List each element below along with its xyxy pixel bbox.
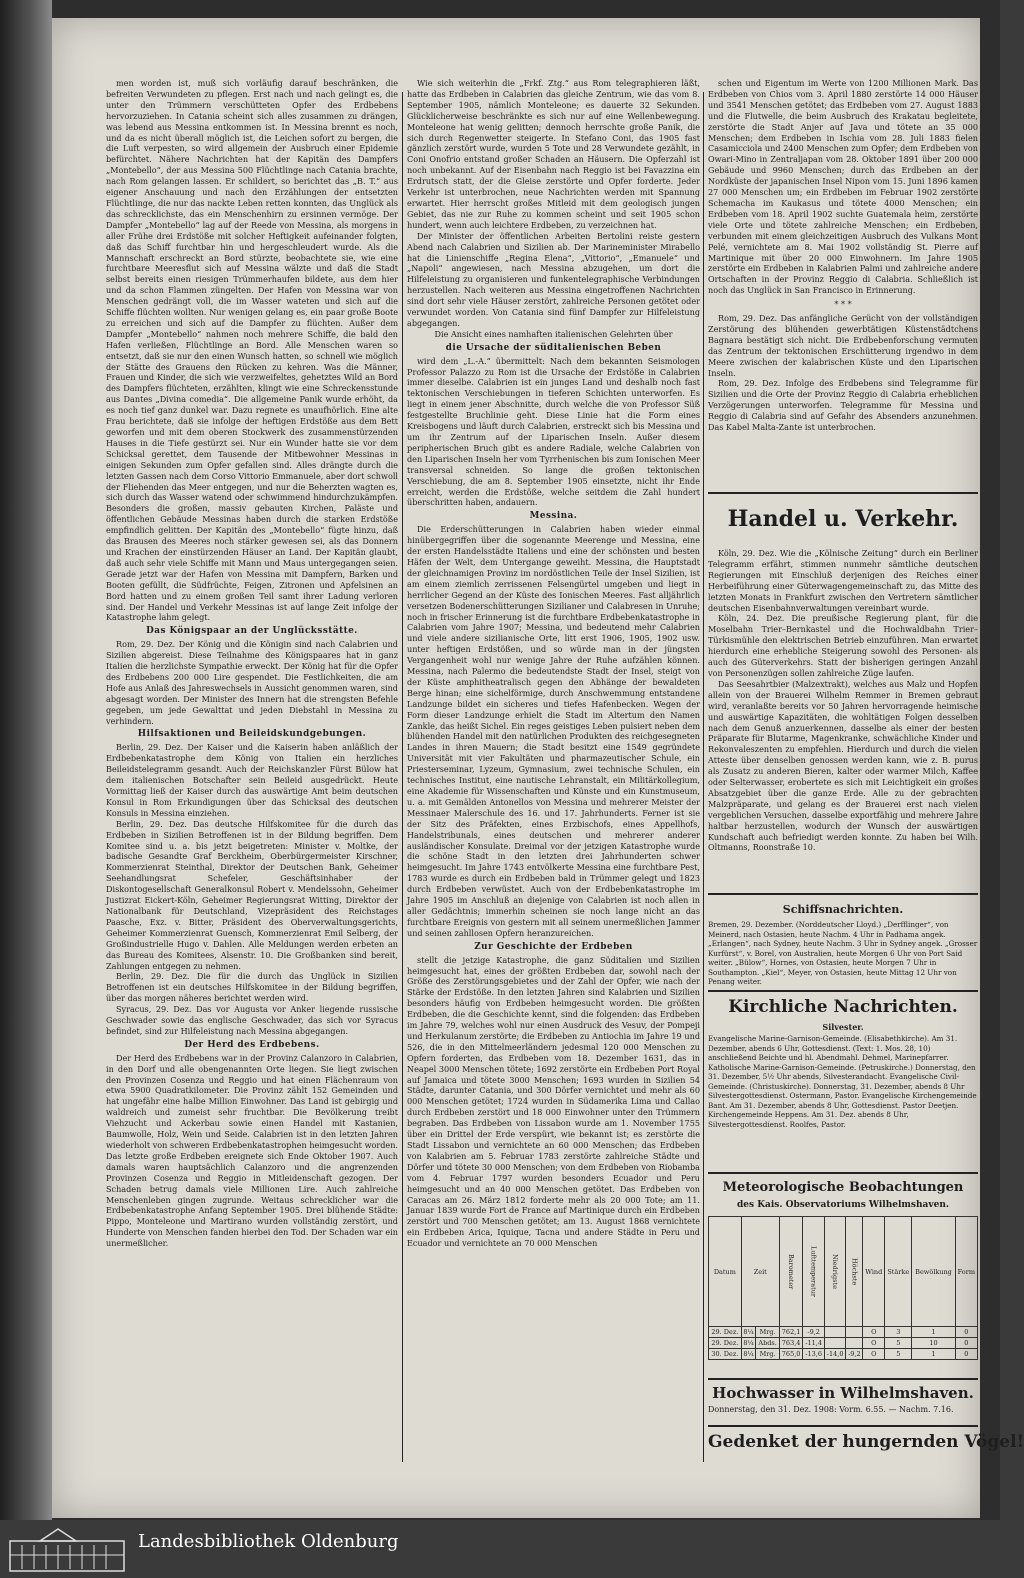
section-rule: [708, 492, 978, 494]
weather-cell: 29. Dez.: [709, 1327, 742, 1338]
paragraph: Köln, 29. Dez. Wie die „Kölnische Zeitung“ durch ein Berliner Telegramm erfährt, stimmen nunmehr sämtliche deutschen Regierungen mit Einschluß derjenigen des Reiches einer Herbeiführung einer Güterwagengemeinschaft zu, das Mitte des letzten Monats in Frankfurt zwischen den Vertretern sämtlicher deutschen Eisenbahnverwaltungen vereinbart wurde.: [708, 548, 978, 613]
weather-cell: [824, 1338, 845, 1349]
weather-cell: -11,4: [803, 1338, 824, 1349]
section-rule: [708, 990, 978, 992]
paragraph: Die Ansicht eines namhaften italienischen Gelehrten über: [434, 328, 673, 339]
column-rule-2: [703, 92, 704, 1462]
section-rule: [708, 1378, 978, 1380]
weather-cell: -14,0: [824, 1349, 845, 1360]
heading-herd: Der Herd des Erdbebens.: [184, 1039, 320, 1050]
trade-title: Handel u. Verkehr.: [727, 506, 959, 532]
column-3-trade: [708, 548, 978, 908]
weather-header-cell: Lufttemperatur: [803, 1217, 824, 1327]
weather-cell: 29. Dez.: [709, 1338, 742, 1349]
ship-title: Schiffsnachrichten.: [782, 903, 904, 916]
weather-cell: [824, 1327, 845, 1338]
paragraph: Die Erderschütterungen in Calabrien haben wieder einmal hinübergegriffen über die sogenannte Meerenge und Messina, eine der ersten Handelsstädte Italiens und eine der schönsten und besten Häfen der Welt, dem Untergange geweiht. Messina, die Hauptstadt der gleichnamigen Provinz im nordöstlichen Teile der Insel Sizilien, ist am einem ziemlich zerrissenen Felsengürtel umgeben und liegt in herrlicher Gegend an der Küste des Ionischen Meeres. Fast alljährlich versetzen Bodenerschütterungen Sizilianer und Calabresen in Unruhe; noch in frischer Erinnerung ist die furchtbare Erdbebenkatastrophe in Calabrien vom Jahre 1907; Messina, und bedeutend mehr Calabrien und viele andere sizilianische Orte, litt erst 1906, 1905, 1902 usw. unter heftigen Erdstößen, und so würde man in der jüngsten Vergangenheit wohl nur wenige Jahre der Ruhe aufzählen können. Messina, nach Palermo die bedeutendste Stadt der Insel, steigt von der Küste amphitheatralisch gegen den Abhänge der bewaldeten Berge hinan; eine sichelförmige, durch Anschwemmung entstandene Landzunge bildet ein sicheres und tiefes Hafenbecken. Wegen der Form dieser Landzunge erhielt die Stadt im Altertum den Namen Zankle, das heißt Sichel. Ein reges geistiges Leben pulsiert neben dem blühenden Handel mit den natürlichen Produkten des reichgesegneten Landes in ihren Mauern; die Stadt besitzt eine 1549 gegründete Universität mit vier Fakultäten und pharmazeutischer Schule, ein Priesterseminar, Lyzeum, Gymnasium, zwei technische Schulen, ein technisches Institut, eine nautische Lehranstalt, ein Militärkollegium, eine Akademie für Wissenschaften und Künste und ein Kunstmuseum, u. a. mit Gemälden Antonellos von Messina und mehrerer Meister der Messinaer Malerschule des 16. und 17. Jahrhunderts. Ferner ist sie der Sitz des Präfekten, eines Erzbischofs, eines Appellhofs, Handelstribunals, eines deutschen und mehrerer anderer ausländischer Konsulate. Dreimal vor der jetzigen Katastrophe wurde die schöne Stadt in den letzten drei Jahrhunderten schwer heimgesucht. Im Jahre 1743 entvölkerte Messina eine furchtbare Pest, 1783 wurde es durch ein Erdbeben bald in Trümmer gelegt und 1823 durch Erdbeben verwüstet. Auch von der Erdbebenkatastrophe im Jahre 1905 im Anschluß an diejenige von Calabrien ist noch allen in aller Gedächtnis; immerhin scheinen sie noch lange nicht an das furchtbare Ereignis von gestern mit all seinem unermeßlichen Jammer und seinen zahllosen Opfern heranzureichen.: [407, 524, 700, 938]
weather-header-cell: Wind: [863, 1217, 885, 1327]
section-rule: [708, 1425, 978, 1427]
separator: * * *: [834, 299, 852, 310]
weather-cell: 0: [955, 1338, 977, 1349]
weather-cell: 3: [885, 1327, 912, 1338]
weather-cell: 1: [912, 1327, 955, 1338]
weather-cell: -9,2: [803, 1327, 824, 1338]
weather-header-cell: Form: [955, 1217, 977, 1327]
heading-hilfsaktionen: Hilfsaktionen und Beileidskundgebungen.: [137, 729, 367, 740]
column-2: [407, 78, 700, 1460]
paragraph: Köln, 24. Dez. Die preußische Regierung plant, für die Moselbahn Trier–Bernkastel und die Hochwaldbahn Trier–Türkismühle den elektrischen Betrieb einzuführen. Man erwartet hierdurch eine erhebliche Steigerung sowohl des Personen- als auch des Güterverkehrs. Statt der bisherigen geringen Anzahl von Personenzügen sollen zahlreiche Züge laufen.: [708, 613, 978, 678]
paragraph: Der Herd des Erdbebens war in der Provinz Calanzoro in Calabrien, in den Dorf und alle obengenannten Orte liegen. Sie liegt zwischen den Provinzen Cosenza und Reggio und hat einen Flächenraum von etwa 5900 Quadratkilometer. Die Provinz zählt 152 Gemeinden und hat ungefähr eine halbe Million Einwohner. Das Land ist gebirgig und waldreich und zumeist sehr fruchtbar. Die Bevölkerung treibt Viehzucht und Ackerbau sowie einen Handel mit Kastanien, Baumwolle, Holz, Wein und Seide. Calabrien ist in den letzten Jahren wiederholt von schweren Erdbebenkatastrophen heimgesucht worden. Das letzte große Erdbeben ereignete sich Ende Oktober 1907. Auch damals waren hauptsächlich Calanzoro und die angrenzenden Provinzen Cosenza und Reggio in Mitleidenschaft gezogen. Der Schaden betrug damals viele Millionen Lire. Auch zahlreiche Menschenleben gingen zugrunde. Weitaus schrecklicher war die Erdbebenkatastrophe Anfang September 1905. Drei blühende Städte: Pippo, Monteleone und Martirano wurden vollständig zerstört, und Hunderte von Menschen fanden hierbei den Tod. Der Schaden war ein unermeßlicher.: [106, 1052, 398, 1249]
weather-header-cell: Zeit: [741, 1217, 779, 1327]
section-rule: [708, 1172, 978, 1174]
heading-messina: Messina.: [529, 511, 578, 522]
weather-header-cell: Barometer: [779, 1217, 803, 1327]
weather-header-cell: Niedrigste: [824, 1217, 845, 1327]
tide-text: Donnerstag, den 31. Dez. 1908: Vorm. 6.55. — Nachm. 7.16.: [708, 1405, 954, 1414]
weather-body: [709, 1327, 978, 1360]
weather-cell: 0: [955, 1349, 977, 1360]
column-3-top: [708, 78, 978, 488]
weather-cell: Mrg.: [756, 1327, 779, 1338]
paragraph: Das Seesahrtbier (Malzextrakt), welches aus Malz und Hopfen allein von der Brauerei Wilhelm Remmer in Bremen gebraut wird, veranlaßte bereits vor 50 Jahren hervorragende heimische und auswärtige Kapazitäten, die wohltätigen Folgen desselben nach dem Genuß anzuerkennen, dasselbe als einer der besten Präparate für Blutarme, Magenkranke, schwächliche Kinder und Rekonvaleszenten zu empfehlen. Hierdurch und durch die vielen Atteste über denselben genossen werden kann, wie z. B. purus als Zusatz zu anderen Bieren, kalter oder warmer Milch, Kaffee oder Selterwasser, erobertete es sich mit Leichtigkeit ein großes Absatzgebiet über die ganze Erde. Alle zu der gebrachten Malzpräparate, und gelang es der Brauerei erst nach vielen vergeblichen Versuchen, dasselbe exportfähig und mehrere Jahre haltbar herzustellen, wodurch der Wunsch der auswärtigen Kundschaft auch befriedigt werden konnte. Zu haben bei Wilh. Oltmanns, Roonstraße 10.: [708, 678, 978, 853]
weather-cell: 8¼: [741, 1338, 756, 1349]
heading-geschichte: Zur Geschichte der Erdbeben: [474, 941, 633, 952]
weather-cell: 8¼: [741, 1349, 756, 1360]
weather-cell: Abds.: [756, 1338, 779, 1349]
article-intro: men worden ist, muß sich vorläufig darauf beschränken, die befreiten Verwundeten zu pflegen. Erst nach und nach gelingt es, die unter den Trümmern verschütteten Opfer des Erdbebens hervorzuziehen. In Catania scheint sich alles zusammen zu drängen, was lebend aus Messina entkommen ist. In Messina brennt es noch, und da es nicht überall möglich ist, die Leichen sofort zu bergen, die die Luft verpesten, so wird allgemein der Ausbruch einer Epidemie befürchtet. Nähere Nachrichten hat der Kapitän des Dampfers „Montebello“, der aus Messina 500 Flüchtlinge nach Catania brachte, nach Rom gelangen lassen. Er schildert, so berichtet das „B. T.“ aus eigener Anschauung und nach den Erzählungen der entsetzten Flüchtlinge, die nur das nackte Leben retten konnten, das Unglück als das schrecklichste, das ein Menschenhirn zu ersinnen vermöge. Der Dampfer „Montebello“ lag auf der Reede von Messina, als morgens in aller Frühe drei Erdstöße mit solcher Heftigkeit aufeinander folgten, daß das Schiff furchtbar hin und hergeschleudert wurde. Als die Mannschaft erschreckt an Bord stürzte, beobachtete sie, wie eine furchtbare Meeresflut sich auf Messina wälzte und daß die Stadt selbst bereits einen riesigen Trümmerhaufen bildete, aus dem hier und da schon Flammen züngelten. Der Hafen von Messina war von Menschen gedrängt voll, die im Wasser wateten und sich auf die Schiffe flüchten wollten. Nur wenigen gelang es, ein paar große Boote zu erreichen und sich auf die Dampfer zu flüchten. Außer dem Dampfer „Montebello“ nahmen noch mehrere Schiffe, die bald den Hafen verließen, Flüchtlinge an Bord. Alle Menschen waren so entsetzt, daß sie nur den einen Wunsch hatten, so schnell wie möglich der Stätte des Grauens den Rücken zu kehren. Was die Männer, Frauen und Kinder, die sich wie verzweifeltes, gehetztes Wild an Bord des Dampfers flüchteten, erzählten, klingt wie eine Schreckensstunde aus Dantes „Divina comedia“. Die allgemeine Panik wurde erhöht, da es noch tief ganz dunkel war. Dazu regnete es unaufhörlich. Eine alte Frau berichtete, daß sie infolge der heftigen Erdstöße aus dem Bett geworfen und mit dem oberen Stockwerk des zusammenstürzenden Hauses in die Tiefe gestürzt sei. Nur ein Wunder hatte sie vor dem Schicksal gerettet, dem Tausende der Mitbewohner Messinas in einigen Sekunden zum Opfer gefallen sind. Alles drängte durch die letzten Gassen nach dem Corso Vittorio Emmanuele, aber dort schwoll der Fliehenden das Meer entgegen, und nur die Beherzten wagten es, sich durch das Wasser watend oder schwimmend hindurchzukämpfen. Besonders die großen, massiv gebauten Kirchen, Paläste und öffentlichen Gebäude Messinas haben durch die starken Erdstöße empfindlich gelitten. Der Kapitän des „Montebello“ fügte hinzu, daß das Brausen des Meeres noch stärker gewesen sei, als das Donnern und Krachen der einstürzenden Häuser an Land. Der Kapitän glaubt, daß auch sehr viele Schiffe mit Mann und Maus untergegangen seien. Gerade jetzt war der Hafen von Messina mit Dampfern, Barken und Booten gefüllt, die Südfrüchte, Feigen, Zitronen und Apfelsinen an Bord hatten und zu einem großen Teil samt ihrer Ladung verloren sind. Der Handel und Verkehr Messinas ist auf lange Zeit infolge der Katastrophe lahm gelegt.: [106, 78, 398, 623]
weather-header-cell: Bewölkung: [912, 1217, 955, 1327]
paragraph: wird dem „L.-A.“ übermittelt: Nach dem bekannten Seismologen Professor Palazzo zu Rom ist die Ursache der Erdstöße in Calabrien immer dieselbe. Calabrien ist ein junges Land und deshalb noch fast tektonischen Verschiebungen in tieferen Schichten unterworfen. Es liegt in einem jener Abschnitte, durch welche die von Professor Süß festgestellte Bruchlinie geht. Diese Linie hat die Form eines Kreisbogens und läuft durch Calabrien, erstreckt sich bis Messina und um ihr Zentrum auf der Liparischen Inseln. Außer diesem peripherischen Bruch gibt es andere Radiale, welche Calabrien von den Liparischen Inseln her vom Tyrrhenischen bis zum Ionischen Meer transversal schneiden. So lange die großen tektonischen Verschiebung, die am 8. September 1905 einsetzte, nicht ihr Ende erreicht, werden die Erdstöße, welche seitdem die Zahl hundert überschritten haben, andauern.: [407, 355, 700, 508]
weather-cell: 762,1: [779, 1327, 803, 1338]
weather-cell: 763,4: [779, 1338, 803, 1349]
paragraph: Berlin, 29. Dez. Die für die durch das Unglück in Sizilien Betroffenen ist ein deutsches Hilfskomitee in der Bildung begriffen, über das morgen näheres berichtet werden wird.: [106, 971, 398, 1004]
paragraph: stellt die jetzige Katastrophe, die ganz Süditalien und Sizilien heimgesucht hat, eines der größten Erdbeben dar, sowohl nach der Größe des Zerstörungsgebietes und der Zahl der Opfer, wie nach der Stärke der Erdstöße. In den letzten Jahren sind Kalabrien und Sizilien besonders häufig von Erdbeben heimgesucht worden. Die größten Erdbeben, die die Geschichte kennt, sind die folgenden: das Erdbeben im Jahre 79, welches wohl nur einen Ausdruck des Vesuv, der Pompeji und Herkulanum zerstörte; die Erdbeben zu Antiochia im Jahre 19 und 526, die in den Mittelmeerländern jedesmal 120 000 Menschen zu Opfern forderten, das Erdbeben vom 18. Dezember 1631, das in Neapel 3000 Menschen tötete; 1692 zerstörte ein Erdbeben Port Royal auf Jamaica und tötete 3000 Menschen; 1693 wurden in Sizilien 54 Städte, darunter Catania, und 300 Dörfer vernichtet und mehr als 60 000 Menschen getötet; 1724 wurden in Südamerika Lima und Callao durch Erdbeben zerstört und 18 000 Einwohner unter den Trümmern begraben. Das Erdbeben von Lissabon wurde am 1. November 1755 über ein Drittel der Erde verspürt, wie bekannt ist; es zerstörte die Stadt Lissabon und vernichtete an 60 000 Menschen; das Erdbeben von Kalabrien am 5. Februar 1783 zerstörte zahlreiche Städte und Dörfer und tötete 30 000 Menschen; von dem Erdbeben von Riobamba vom 4. Februar 1797 wurden besonders Ecuador und Peru heimgesucht und an 40 000 Menschen getötet. Das Erdbeben von Caracas am 26. März 1812 forderte mehr als 20 000 Tote; am 11. Januar 1839 wurde Fort de France auf Martinique durch ein Erdbeben zerstört und 700 Menschen getötet; am 13. August 1868 vernichtete ein Erdbeben Arica, Iquique, Tacna und andere Städte in Peru und Ecuador und vernichtete an 70 000 Menschen: [407, 954, 700, 1249]
church-subtitle: Silvester.: [822, 1022, 864, 1032]
weather-cell: 30. Dez.: [709, 1349, 742, 1360]
weather-cell: [846, 1327, 863, 1338]
church-news: Evangelische Marine-Garnison-Gemeinde. (Elisabethkirche). Am 31. Dezember, abends 6 Uhr, Gottesdienst. (Text: 1. Mos. 28, 10) anschließend Beichte und hl. Abendmahl. Dehmel, Marinepfarrer. Katholische Marine-Garnison-Gemeinde. (Petruskirche.) Donnerstag, den 31. Dezember, 5½ Uhr abends, Silvesterandacht. Evangelische Civil-Gemeinde. (Christuskirche). Donnerstag, 31. Dezember, abends 8 Uhr Silvestergottesdienst. Ostermann, Pastor. Evangelische Kirchengemeinde Bant. Am 31. Dezember, abends 8 Uhr, Gottesdienst. Pastor Deetjen. Kirchengemeinde Heppens. Am 31. Dez. abends 8 Uhr, Silvestergottesdienst. Roolfes, Pastor.: [708, 1034, 977, 1129]
paragraph: Wie sich weiterhin die „Frkf. Ztg.“ aus Rom telegraphieren läßt, hatte das Erdbeben in Calabrien das gleiche Zentrum, wie das vom 8. September 1905, nämlich Monteleone; es dauerte 32 Sekunden. Glücklicherweise beschränkte es sich nur auf eine Wellenbewegung. Monteleone hat wenig gelitten; dennoch herrschte große Panik, die sich durch Regenwetter steigerte. In Stefano Coni, das 1905 fast gänzlich zerstört wurde, wurden 5 Tote und 28 Verwundete gezählt, in Coni Onofrio entstand großer Schaden an Häusern. Die Opferzahl ist noch unbekannt. Auf der Eisenbahn nach Reggio ist bei Favazzina ein Erdrutsch statt, der die Gleise zerstörte und Opfer forderte. Jeder Verkehr ist unterbrochen, neue Nachrichten werden mit Spannung erwartet. Hier herrscht großes Mitleid mit dem geologisch jungen Gebiet, das nie zur Ruhe zu kommen scheint und seit 1905 schon hundert, wenn auch leichtere Erdbeben, zu verzeichnen hat.: [407, 78, 700, 230]
paragraph: Syracus, 29. Dez. Das vor Augusta vor Anker liegende russische Geschwader sowie das englische Geschwader, das sich vor Syracus befindet, sind zur Hilfeleistung nach Messina abgegangen.: [106, 1004, 398, 1036]
weather-cell: O: [863, 1338, 885, 1349]
weather-cell: 5: [885, 1349, 912, 1360]
weather-cell: -9,2: [846, 1349, 863, 1360]
heading-ursache: die Ursache der süditalienischen Beben: [445, 342, 662, 353]
heading-koenigspaar: Das Königspaar an der Unglücksstätte.: [146, 626, 358, 637]
weather-cell: 5: [885, 1338, 912, 1349]
paragraph: Berlin, 29. Dez. Das deutsche Hilfskomitee für die durch das Erdbeben in Sizilien Betroffenen ist in der Bildung begriffen. Dem Komitee sind u. a. bis jetzt beigetreten: Minister v. Moltke, der badische Gesandte Graf Berckheim, Oberbürgermeister Kirschner, Kommerzienrat Steinthal, Direktor der Deutschen Bank, Geheimer Seehandlungsrat Schefeler, Geschäftsinhaber der Diskontogesellschaft Generalkonsul Robert v. Mendelssohn, Geheimer Justizrat Eickert-Köln, Geheimer Regierungsrat Witting, Direktor der Nationalbank für Deutschland, Vizepräsident des Reichstages Paasche, Exz. v. Bitter, Präsident des Oberverwaltungsgerichts, Geheimer Kommerzienrat Guensch, Kommerzienrat Emil Selberg, der Großindustrielle Hugo v. Dahlen. Alle Meldungen werden erbeten an das Bureau des Komitees, Alsenstr. 10. Die Großbanken sind bereit, Zahlungen entgegen zu nehmen.: [106, 818, 398, 971]
weather-cell: 10: [912, 1338, 955, 1349]
weather-subtitle: des Kais. Observatoriums Wilhelmshaven.: [736, 1200, 949, 1210]
weather-cell: 8¼: [741, 1327, 756, 1338]
weather-title: Meteorologische Beobachtungen: [722, 1180, 964, 1195]
appeal-banner: Gedenket der hungernden Vögel!: [708, 1432, 1024, 1452]
weather-row: [709, 1349, 978, 1360]
column-rule-1: [402, 92, 403, 1462]
weather-header-row: [709, 1217, 978, 1327]
weather-row: [709, 1338, 978, 1349]
library-name: Landesbibliothek Oldenburg: [138, 1531, 399, 1552]
paragraph: Der Minister der öffentlichen Arbeiten Bertolini reiste gestern Abend nach Calabrien und Sizilien ab. Der Marineminister Mirabello hat die Linienschiffe „Regina Elena“, „Vittorio“, „Emanuele“ und „Napoli“ angewiesen, nach Messina abzugehen, um dort die Hilfeleistung zu organisieren und funkentelegraphische Verbindungen herzustellen. Nach weiteren aus Messina eingetroffenen Nachrichten sind dort sehr viele Häuser zerstört, zahlreiche Personen getötet oder verwundet worden. Von Catania sind fünf Dampfer zur Hilfeleistung abgegangen.: [407, 230, 700, 328]
weather-row: [709, 1327, 978, 1338]
weather-table: [708, 1216, 978, 1360]
paragraph: Rom, 29. Dez. Das anfängliche Gerücht von der vollständigen Zerstörung des blühenden gewerbtätigen Küstenstädtchens Bagnara bestätigt sich nicht. Die Erdbebenforschung vermuten das Zentrum der tektonischen Erschütterung irgendwo in dem Meere zwischen der kalabrischen Küste und den Liparischen Inseln.: [708, 313, 978, 378]
paragraph: Rom, 29. Dez. Der König und die Königin sind nach Calabrien und Sizilien abgereist. Diese Teilnahme des Königspaares hat in ganz Italien die herzlichste Sympathie erweckt. Der König hat für die Opfer des Erdbebens 200 000 Lire gespendet. Die Festlichkeiten, die am Hofe aus Anlaß des Jahreswechsels in Aussicht genommen waren, sind abgesagt worden. Der Minister des Innern hat die strengsten Befehle gegeben, um jede Gewalttat und jeden Diebstahl in Messina zu verhindern.: [106, 639, 398, 726]
weather-header-cell: Stärke: [885, 1217, 912, 1327]
weather-cell: -13,6: [803, 1349, 824, 1360]
ship-news: Bremen, 29. Dezember. (Norddeutscher Lloyd.) „Derfflinger“, von Meinerd, nach Ostasien, heute Nachm. 4 Uhr in Padhama angek. „Erlangen“, nach Sydney, heute Nachm. 3 Uhr in Sydney angek. „Grosser Kurfürst“, v. Borel, von Australien, heute Morgen 6 Uhr von Port Said weiter. „Bülow“, Hornes, von Ostasien, heute Morgen 7 Uhr in Southampton. „Kiel“, Meyer, von Ostasien, heute Mittag 12 Uhr von Penang weiter.: [708, 920, 978, 986]
weather-cell: 765,0: [779, 1349, 803, 1360]
paragraph: schen und Eigentum im Werte von 1200 Millionen Mark. Das Erdbeben von Chios vom 3. April 1880 zerstörte 14 000 Häuser und 3541 Menschen getötet; das Erdbeben vom 27. August 1883 und die Flutwelle, die beim Ausbruch des Krakatau begleitete, zerstörte die Stadt Anjer auf Java und tötete an 35 000 Menschen; dem Erdbeben in Ischia vom 28. Juli 1883 fielen Casamicciola und 2400 Menschen zum Opfer; dem Erdbeben von Owari-Mino in Zentraljapan vom 28. Oktober 1891 über 200 000 Gebäude und 9960 Menschen; durch das Erdbeben an der Nordküste der japanischen Insel Nipon vom 15. Juni 1896 kamen 27 000 Menschen um; ein Erdbeben im Februar 1902 zerstörte Schemacha im Kaukasus und tötete 4000 Menschen; ein Erdbeben vom 18. April 1902 suchte Guatemala heim, zerstörte viele Orte und tötete zahlreiche Menschen; ein Erdbeben, verbunden mit einem gleichzeitigen Ausbruch des Vulkans Mont Pelé, vernichtete am 8. Mai 1902 vollständig St. Pierre auf Martinique mit über 20 000 Einwohnern. Im Jahre 1905 zerstörte ein Erdbeben in Kalabrien Palmi und zahlreiche andere Ortschaften in der Provinz Reggio di Calabria. Schließlich ist noch das Unglück in San Francisco in Erinnerung.: [708, 78, 978, 296]
weather-cell: Mrg.: [756, 1349, 779, 1360]
paragraph: Berlin, 29. Dez. Der Kaiser und die Kaiserin haben anläßlich der Erdbebenkatastrophe dem König von Italien ein herzliches Beileidstelegramm gesandt. Auch der Reichskanzler Fürst Bülow hat dem italienischen Botschafter sein Beileid ausgedrückt. Heute Vormittag ließ der Kaiser durch das auswärtige Amt beim deutschen Konsul in Rom Erkundigungen über das Schicksal des deutschen Konsuls in Messina einziehen.: [106, 742, 398, 818]
weather-cell: O: [863, 1327, 885, 1338]
tide-title: Hochwasser in Wilhelmshaven.: [712, 1384, 974, 1402]
weather-cell: [846, 1338, 863, 1349]
weather-header-cell: Datum: [709, 1217, 742, 1327]
weather-cell: 0: [955, 1327, 977, 1338]
section-rule: [708, 893, 978, 895]
library-logo-icon: [8, 1527, 126, 1573]
weather-header-cell: Höchste: [846, 1217, 863, 1327]
church-title: Kirchliche Nachrichten.: [728, 997, 958, 1017]
weather-cell: O: [863, 1349, 885, 1360]
weather-cell: 1: [912, 1349, 955, 1360]
column-1: [106, 78, 398, 1460]
paragraph: Rom, 29. Dez. Infolge des Erdbebens sind Telegramme für Sizilien und die Orte der Provinz Reggio di Calabria erheblichen Verzögerungen unterworfen. Telegramme für Messina und Reggio di Calabria sind auf Gefahr des Absenders anzunehmen. Das Kabel Malta-Zante ist unterbrochen.: [708, 378, 978, 433]
book-spine: [0, 0, 52, 1520]
